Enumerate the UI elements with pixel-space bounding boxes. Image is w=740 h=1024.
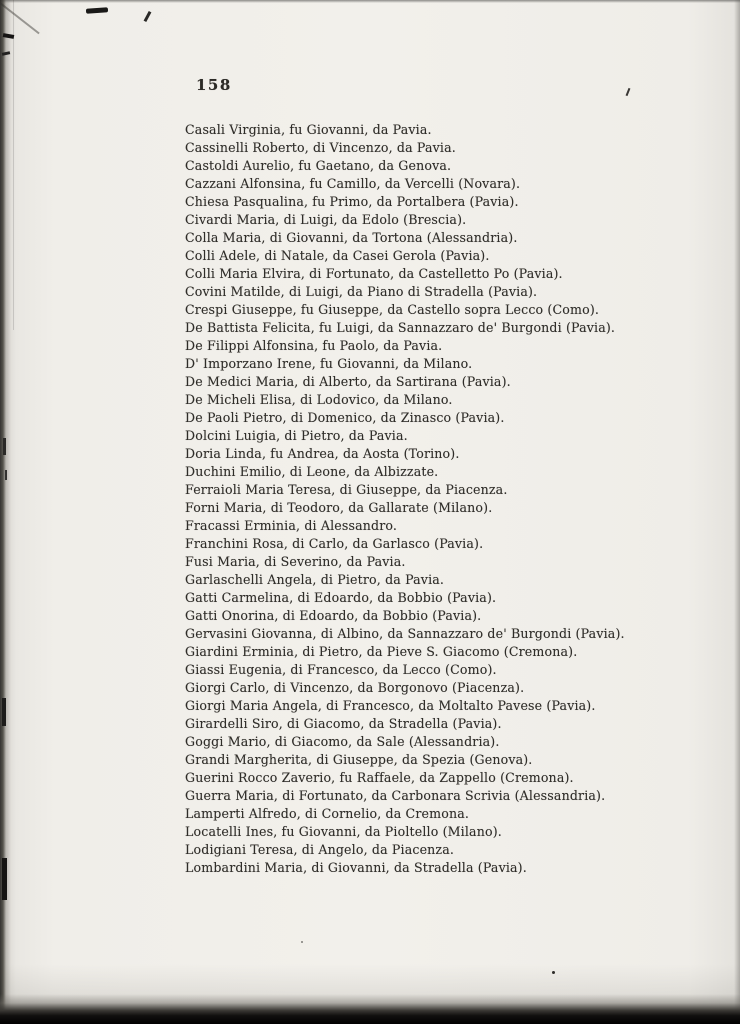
scan-mark xyxy=(626,88,631,96)
list-entry: Guerra Maria, di Fortunato, da Carbonara Scrivia (Alessandria). xyxy=(185,788,606,803)
list-entry: Cazzani Alfonsina, fu Camillo, da Vercelli (Novara). xyxy=(185,176,521,191)
scan-mark xyxy=(3,438,6,455)
list-entry: Gatti Onorina, di Edoardo, da Bobbio (Pavia). xyxy=(185,608,482,623)
list-entry: Duchini Emilio, di Leone, da Albizzate. xyxy=(185,464,439,479)
list-entry: De Filippi Alfonsina, fu Paolo, da Pavia. xyxy=(185,338,443,353)
list-entry: De Paoli Pietro, di Domenico, da Zinasco (Pavia). xyxy=(185,410,505,425)
list-entry: Casali Virginia, fu Giovanni, da Pavia. xyxy=(185,122,432,137)
scan-mark xyxy=(144,11,152,22)
list-entry: Gatti Carmelina, di Edoardo, da Bobbio (Pavia). xyxy=(185,590,497,605)
list-entry: Crespi Giuseppe, fu Giuseppe, da Castello sopra Lecco (Como). xyxy=(185,302,600,317)
scan-mark xyxy=(2,698,6,726)
list-entry: Giassi Eugenia, di Francesco, da Lecco (Como). xyxy=(185,662,497,677)
list-entry: Giorgi Carlo, di Vincenzo, da Borgonovo (Piacenza). xyxy=(185,680,525,695)
list-entry: Covini Matilde, di Luigi, da Piano di Stradella (Pavia). xyxy=(185,284,538,299)
list-entry: Cassinelli Roberto, di Vincenzo, da Pavia. xyxy=(185,140,456,155)
list-entry: De Micheli Elisa, di Lodovico, da Milano. xyxy=(185,392,453,407)
list-entry: Lamperti Alfredo, di Cornelio, da Cremona. xyxy=(185,806,470,821)
list-entry: Civardi Maria, di Luigi, da Edolo (Brescia). xyxy=(185,212,467,227)
list-entry: Colli Adele, di Natale, da Casei Gerola (Pavia). xyxy=(185,248,490,263)
list-entry: Dolcini Luigia, di Pietro, da Pavia. xyxy=(185,428,408,443)
list-entry: Girardelli Siro, di Giacomo, da Stradella (Pavia). xyxy=(185,716,502,731)
name-list xyxy=(185,121,710,877)
list-entry: Fracassi Erminia, di Alessandro. xyxy=(185,518,398,533)
list-entry: Locatelli Ines, fu Giovanni, da Pioltello (Milano). xyxy=(185,824,502,839)
list-entry: Castoldi Aurelio, fu Gaetano, da Genova. xyxy=(185,158,452,173)
list-entry: Ferraioli Maria Teresa, di Giuseppe, da Piacenza. xyxy=(185,482,508,497)
page-number: 158 xyxy=(196,76,232,94)
list-entry: Forni Maria, di Teodoro, da Gallarate (Milano). xyxy=(185,500,493,515)
list-entry: Lombardini Maria, di Giovanni, da Stradella (Pavia). xyxy=(185,860,527,875)
list-entry: Colla Maria, di Giovanni, da Tortona (Alessandria). xyxy=(185,230,518,245)
list-entry: Giardini Erminia, di Pietro, da Pieve S. Giacomo (Cremona). xyxy=(185,644,578,659)
list-entry: Gervasini Giovanna, di Albino, da Sannazzaro de' Burgondi (Pavia). xyxy=(185,626,625,641)
list-entry: De Medici Maria, di Alberto, da Sartirana (Pavia). xyxy=(185,374,511,389)
list-entry: Garlaschelli Angela, di Pietro, da Pavia. xyxy=(185,572,445,587)
list-entry: D' Imporzano Irene, fu Giovanni, da Milano. xyxy=(185,356,473,371)
scan-speck xyxy=(552,971,555,974)
scan-mark xyxy=(86,7,108,14)
scan-speck xyxy=(301,941,303,943)
list-entry: Giorgi Maria Angela, di Francesco, da Moltalto Pavese (Pavia). xyxy=(185,698,596,713)
list-entry: Grandi Margherita, di Giuseppe, da Spezia (Genova). xyxy=(185,752,533,767)
scan-edge-top xyxy=(0,0,740,3)
scan-mark xyxy=(5,470,7,480)
list-entry: Doria Linda, fu Andrea, da Aosta (Torino). xyxy=(185,446,460,461)
list-entry: Franchini Rosa, di Carlo, da Garlasco (Pavia). xyxy=(185,536,484,551)
list-entry: Chiesa Pasqualina, fu Primo, da Portalbera (Pavia). xyxy=(185,194,519,209)
list-entry: Colli Maria Elvira, di Fortunato, da Castelletto Po (Pavia). xyxy=(185,266,563,281)
list-entry: Guerini Rocco Zaverio, fu Raffaele, da Zappello (Cremona). xyxy=(185,770,574,785)
list-entry: Goggi Mario, di Giacomo, da Sale (Alessandria). xyxy=(185,734,500,749)
scan-edge-bottom xyxy=(0,994,740,1024)
list-entry: Lodigiani Teresa, di Angelo, da Piacenza. xyxy=(185,842,455,857)
list-entry: De Battista Felicita, fu Luigi, da Sannazzaro de' Burgondi (Pavia). xyxy=(185,320,616,335)
scan-mark xyxy=(2,858,7,900)
list-entry: Fusi Maria, di Severino, da Pavia. xyxy=(185,554,406,569)
scan-fold-line xyxy=(13,0,14,330)
scan-edge-right xyxy=(734,0,740,1024)
